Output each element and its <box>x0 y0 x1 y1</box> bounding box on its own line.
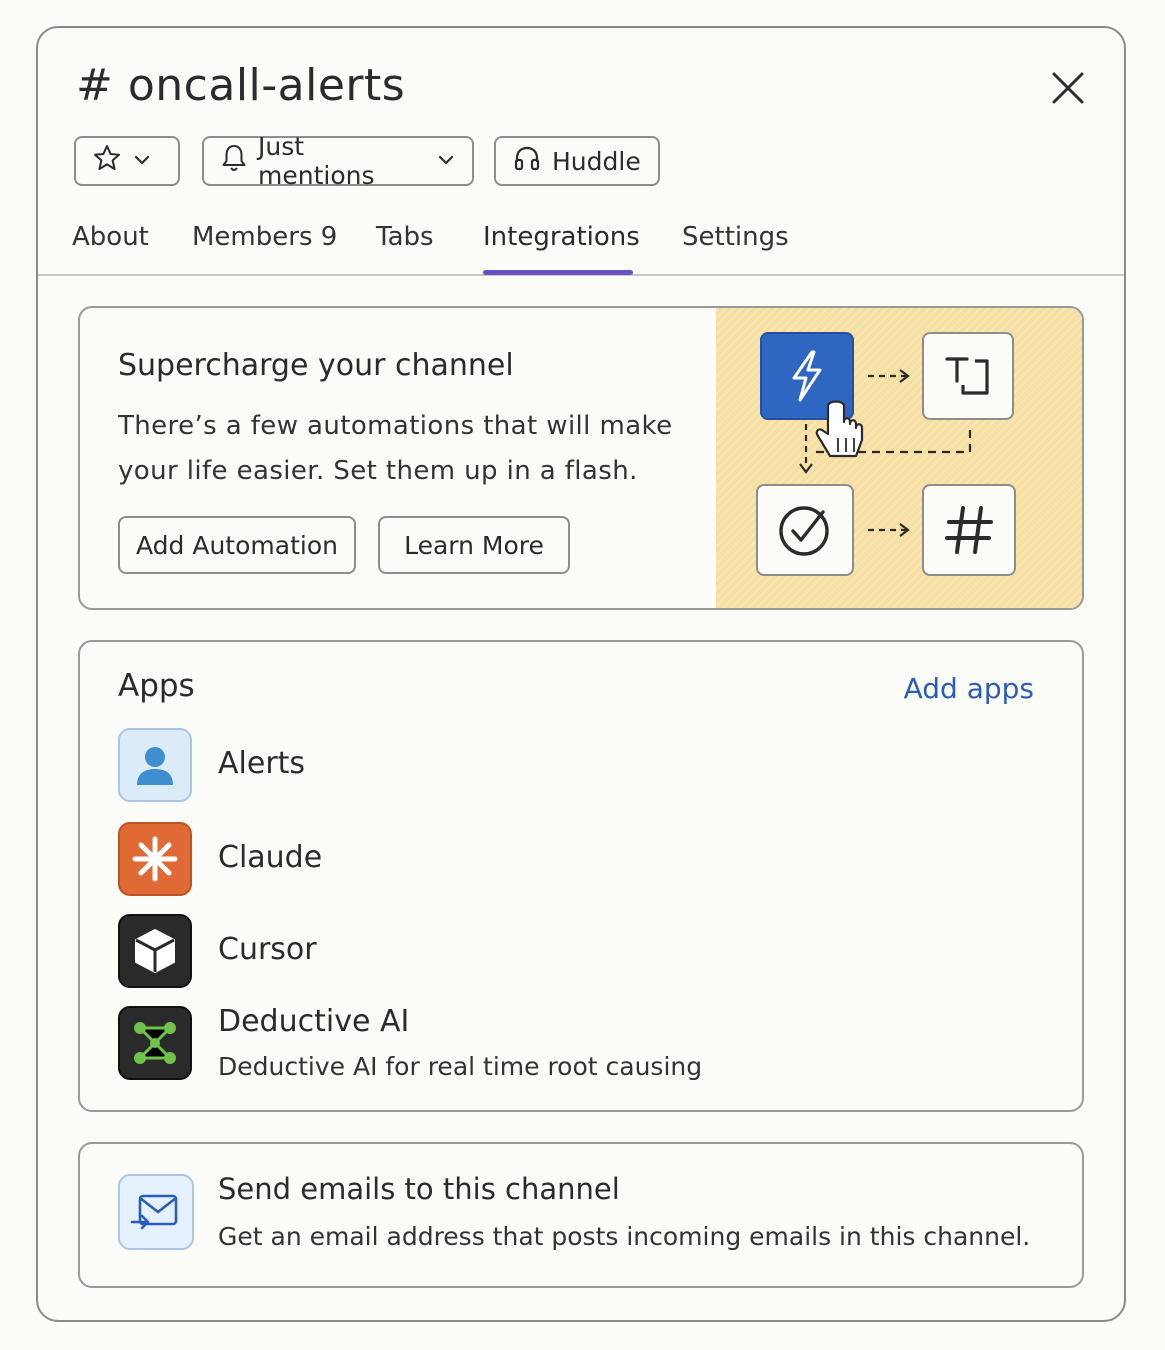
cube-icon <box>118 914 192 988</box>
add-apps-link[interactable]: Add apps <box>903 672 1034 705</box>
app-name: Deductive AI <box>218 1004 410 1039</box>
person-icon <box>118 728 192 802</box>
chevron-down-icon <box>132 147 152 176</box>
close-icon[interactable] <box>1046 66 1090 110</box>
flow-arrows <box>716 308 1084 610</box>
tab-settings[interactable]: Settings <box>682 222 789 252</box>
channel-details-dialog <box>36 26 1126 1322</box>
email-description: Get an email address that posts incoming emails in this channel. <box>218 1222 1031 1251</box>
automation-illustration <box>716 308 1084 610</box>
star-button[interactable] <box>74 136 180 186</box>
app-name: Claude <box>218 840 323 875</box>
tab-about[interactable]: About <box>72 222 149 252</box>
notifications-dropdown[interactable] <box>202 132 474 190</box>
promo-description: There’s a few automations that will make your life easier. Set them up in a flash. <box>118 411 673 486</box>
add-automation-button[interactable]: Add Automation <box>118 516 356 574</box>
learn-more-button[interactable]: Learn More <box>378 516 570 574</box>
app-description: Deductive AI for real time root causing <box>218 1052 703 1081</box>
app-item-cursor[interactable] <box>118 914 1038 990</box>
app-item-alerts[interactable] <box>118 728 1038 804</box>
tab-integrations[interactable]: Integrations <box>483 222 640 252</box>
huddle-label: Huddle <box>552 146 641 176</box>
tab-bar <box>38 218 1124 276</box>
tab-tabs[interactable]: Tabs <box>376 222 434 252</box>
notifications-label: Just mentions <box>258 132 375 190</box>
chevron-down-icon <box>436 147 456 176</box>
apps-heading: Apps <box>118 668 195 704</box>
headphones-icon <box>512 143 542 179</box>
email-title: Send emails to this channel <box>218 1172 620 1206</box>
network-icon <box>118 1006 192 1080</box>
automation-promo-card <box>78 306 1084 610</box>
star-icon <box>92 143 122 179</box>
app-name: Cursor <box>218 932 317 967</box>
app-item-deductive-ai[interactable] <box>118 1006 1038 1082</box>
apps-card <box>78 640 1084 1112</box>
app-name: Alerts <box>218 746 306 781</box>
bell-icon <box>220 143 248 179</box>
app-item-claude[interactable] <box>118 822 1038 898</box>
huddle-button[interactable] <box>494 136 660 186</box>
asterisk-icon <box>118 822 192 896</box>
pointer-hand-icon <box>817 402 862 457</box>
promo-title: Supercharge your channel <box>118 348 514 383</box>
email-forward-icon <box>118 1174 194 1250</box>
channel-title: # oncall-alerts <box>76 60 406 111</box>
email-integration-card[interactable] <box>78 1142 1084 1288</box>
tab-members[interactable]: Members 9 <box>192 222 338 252</box>
active-tab-indicator <box>483 270 633 275</box>
